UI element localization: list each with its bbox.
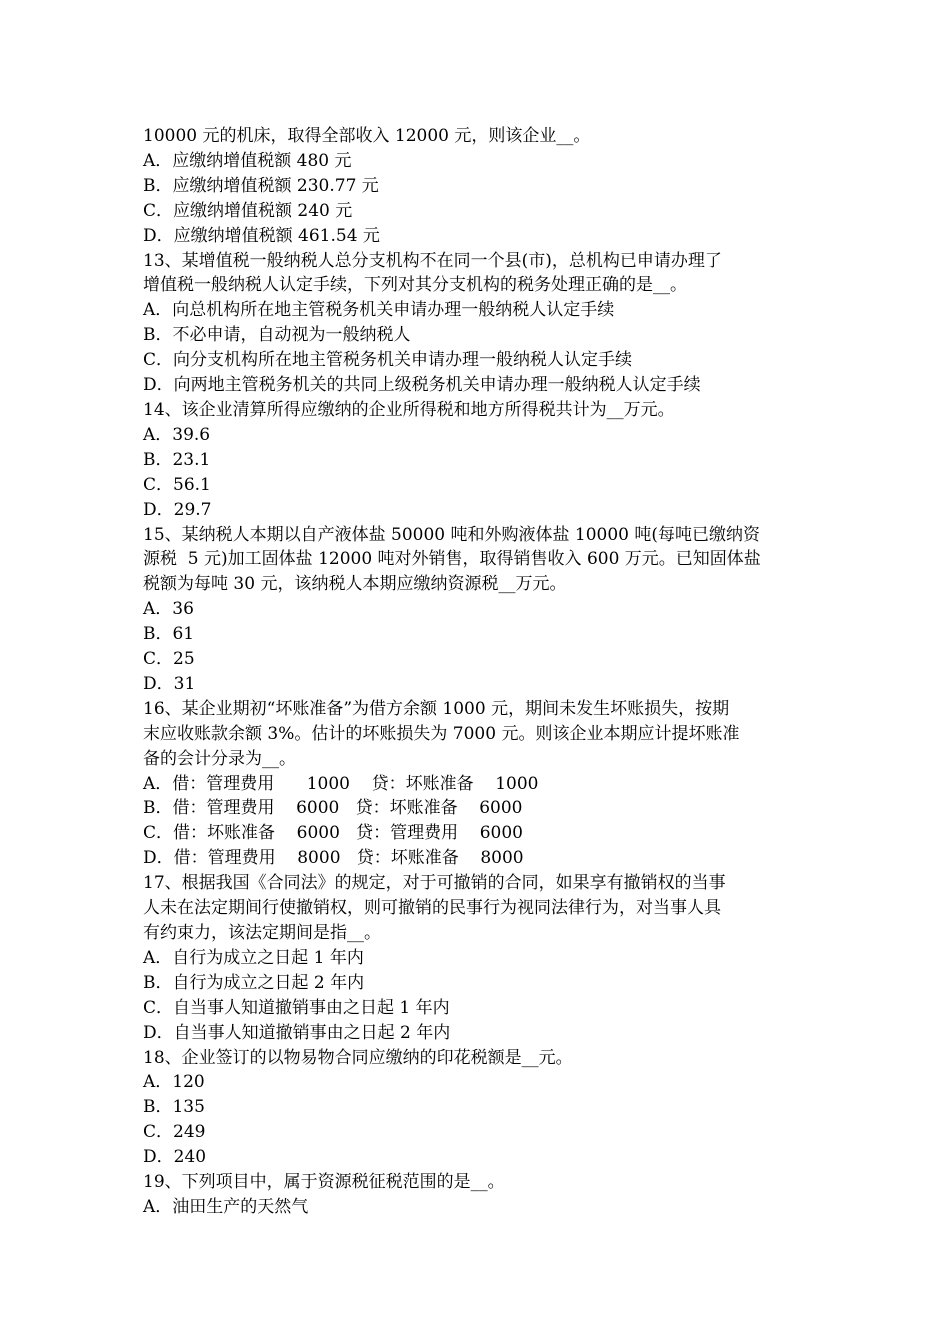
question-text: 人未在法定期间行使撤销权，则可撤销的民事行为视同法律行为，对当事人具 (143, 898, 721, 919)
option-a: A．借：管理费用 1000 贷：坏账准备 1000 (143, 773, 539, 794)
option-d: D．31 (143, 673, 196, 694)
question-text: 19、下列项目中，属于资源税征税范围的是__。 (143, 1172, 505, 1193)
question-text: 14、该企业清算所得应缴纳的企业所得税和地方所得税共计为__万元。 (143, 399, 675, 420)
option-b: B．借：管理费用 6000 贷：坏账准备 6000 (143, 798, 523, 819)
question-text: 末应收账款余额 3%。估计的坏账损失为 7000 元。则该企业本期应计提坏账准 (143, 723, 740, 744)
option-c: C．249 (143, 1122, 206, 1143)
option-d: D．向两地主管税务机关的共同上级税务机关申请办理一般纳税人认定手续 (143, 375, 701, 396)
question-17 (143, 871, 813, 1045)
option-b: B．不必申请，自动视为一般纳税人 (143, 325, 411, 346)
option-a: A．120 (143, 1072, 205, 1093)
question-text: 18、企业签订的以物易物合同应缴纳的印花税额是__元。 (143, 1047, 573, 1068)
option-a: A．应缴纳增值税额 480 元 (143, 150, 352, 171)
question-12-continuation (143, 124, 813, 249)
question-text: 源税 5 元)加工固体盐 12000 吨对外销售，取得销售收入 600 万元。已知固体盐 (143, 549, 761, 570)
question-13 (143, 249, 813, 398)
option-a: A．36 (143, 599, 194, 620)
question-text: 13、某增值税一般纳税人总分支机构不在同一个县(市)，总机构已申请办理了 (143, 250, 722, 271)
option-c: C．25 (143, 649, 195, 670)
option-c: C．向分支机构所在地主管税务机关申请办理一般纳税人认定手续 (143, 350, 633, 371)
option-d: D．29.7 (143, 499, 212, 520)
option-d: D．自当事人知道撤销事由之日起 2 年内 (143, 1022, 451, 1043)
option-a: A．39.6 (143, 424, 211, 445)
question-18 (143, 1046, 813, 1171)
question-19 (143, 1170, 813, 1220)
question-16 (143, 697, 813, 871)
option-a: A．向总机构所在地主管税务机关申请办理一般纳税人认定手续 (143, 300, 615, 321)
option-b: B．61 (143, 624, 195, 645)
question-text: 有约束力，该法定期间是指__。 (143, 923, 381, 943)
question-text: 16、某企业期初“坏账准备”为借方余额 1000 元，期间未发生坏账损失，按期 (143, 698, 730, 719)
option-a: A．油田生产的天然气 (143, 1196, 309, 1217)
question-text: 15、某纳税人本期以自产液体盐 50000 吨和外购液体盐 10000 吨(每吨已缴纳资 (143, 524, 761, 545)
option-a: A．自行为成立之日起 1 年内 (143, 947, 364, 968)
document-body (143, 124, 813, 1220)
question-text: 17、根据我国《合同法》的规定，对于可撤销的合同，如果享有撤销权的当事 (143, 873, 726, 894)
question-text: 增值税一般纳税人认定手续，下列对其分支机构的税务处理正确的是__。 (143, 275, 687, 296)
question-text: 税额为每吨 30 元，该纳税人本期应缴纳资源税__万元。 (143, 574, 567, 595)
option-d: D．应缴纳增值税额 461.54 元 (143, 225, 380, 246)
question-14 (143, 398, 813, 523)
option-d: D．借：管理费用 8000 贷：坏账准备 8000 (143, 848, 524, 869)
option-b: B．23.1 (143, 449, 211, 470)
question-text: 10000 元的机床，取得全部收入 12000 元，则该企业__。 (143, 126, 591, 146)
option-b: B．应缴纳增值税额 230.77 元 (143, 175, 379, 196)
option-d: D．240 (143, 1147, 207, 1168)
option-b: B．自行为成立之日起 2 年内 (143, 972, 365, 993)
option-c: C．自当事人知道撤销事由之日起 1 年内 (143, 997, 450, 1018)
question-15 (143, 523, 813, 697)
option-c: C．应缴纳增值税额 240 元 (143, 200, 353, 221)
option-b: B．135 (143, 1097, 205, 1118)
option-c: C．56.1 (143, 474, 211, 495)
question-text: 备的会计分录为__。 (143, 748, 296, 769)
option-c: C．借：坏账准备 6000 贷：管理费用 6000 (143, 823, 523, 844)
